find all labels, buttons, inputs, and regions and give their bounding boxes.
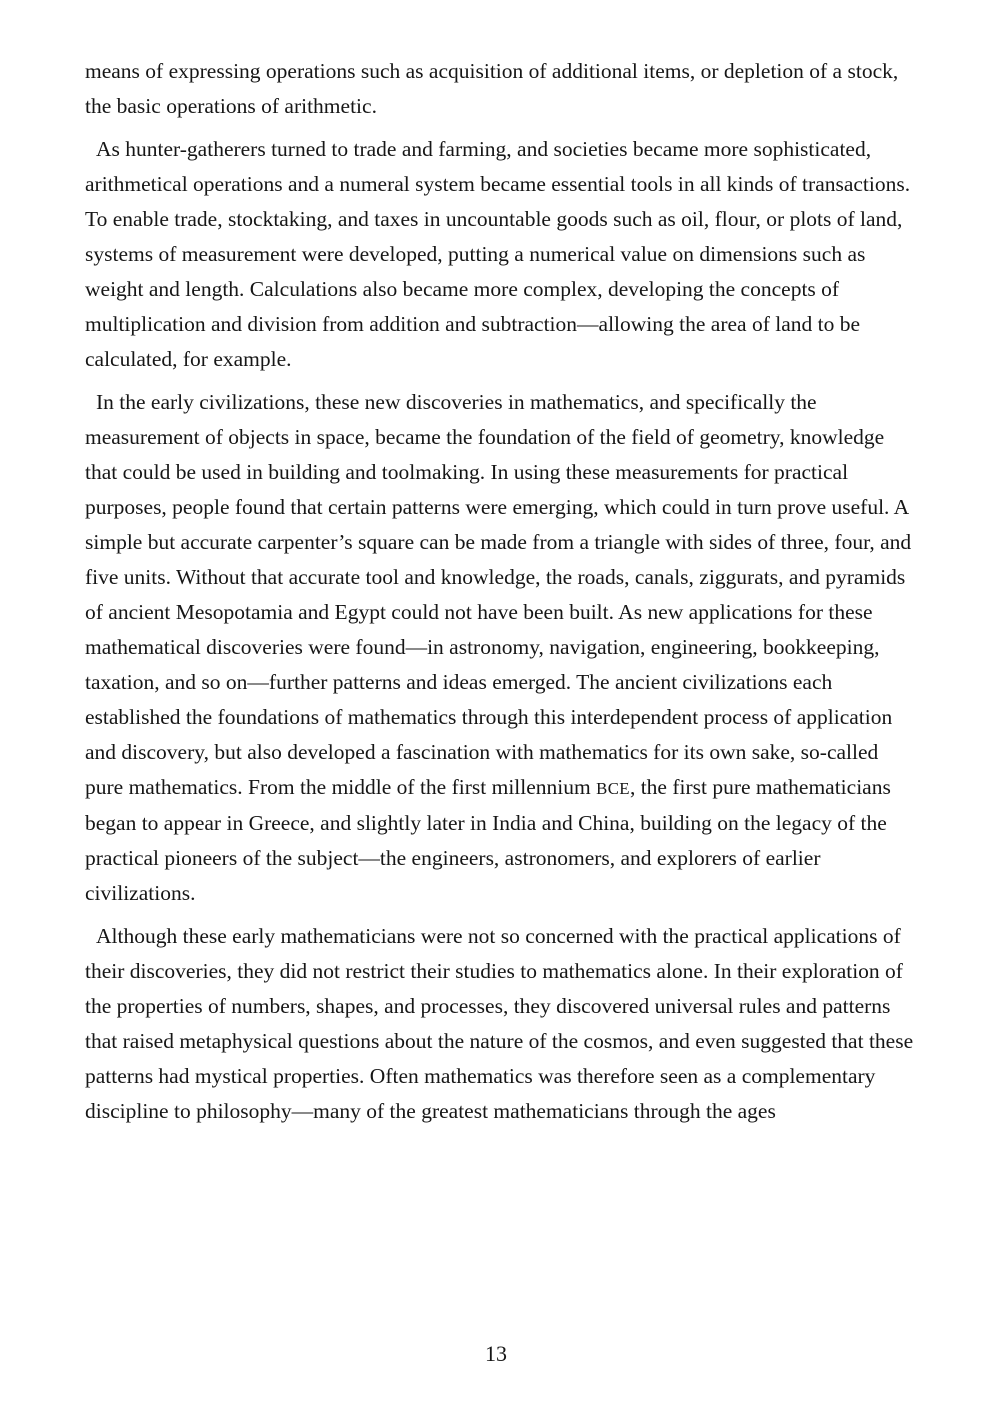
body-text	[85, 54, 921, 1137]
paragraph-3: In the early civilizations, these new discoveries in mathematics, and specifically the measurement of objects in space, became the foundation of the field of geometry, knowledge that could be used in building and toolmaking. In using these measurements for practical purposes, people found that certain patterns were emerging, which could in turn prove useful. A simple but accurate carpenter’s square can be made from a triangle with sides of three, four, and five units. Without that accurate tool and knowledge, the roads, canals, ziggurats, and pyramids of ancient Mesopotamia and Egypt could not have been built. As new applications for these mathematical discoveries were found—in astronomy, navigation, engineering, bookkeeping, taxation, and so on—further patterns and ideas emerged. The ancient civilizations each established the foundations of mathematics through this interdependent process of application and discovery, but also developed a fascination with mathematics for its own sake, so-called pure mathematics. From the middle of the first millennium BCE, the first pure mathematicians began to appear in Greece, and slightly later in India and China, building on the legacy of the practical pioneers of the subject—the engineers, astronomers, and explorers of earlier civilizations.	[85, 390, 912, 905]
paragraph-2: As hunter-gatherers turned to trade and farming, and societies became more sophisticated, arithmetical operations and a numeral system became essential tools in all kinds of transactions. To enable trade, stocktaking, and taxes in uncountable goods such as oil, flour, or plots of land, systems of measurement were developed, putting a numerical value on dimensions such as weight and length. Calculations also became more complex, developing the concepts of multiplication and division from addition and subtraction—allowing the area of land to be calculated, for example.	[85, 137, 911, 371]
page-number: 13	[485, 1341, 507, 1366]
paragraph-1: means of expressing operations such as acquisition of additional items, or depletion of a stock, the basic operations of arithmetic.	[85, 59, 899, 118]
paragraph-4: Although these early mathematicians were not so concerned with the practical applications of their discoveries, they did not restrict their studies to mathematics alone. In their exploration of the properties of numbers, shapes, and processes, they discovered universal rules and patterns that raised metaphysical questions about the nature of the cosmos, and even suggested that these patterns had mystical properties. Often mathematics was therefore seen as a complementary discipline to philosophy—many of the greatest mathematicians through the ages	[85, 924, 914, 1123]
era-abbreviation: BCE	[596, 779, 630, 798]
